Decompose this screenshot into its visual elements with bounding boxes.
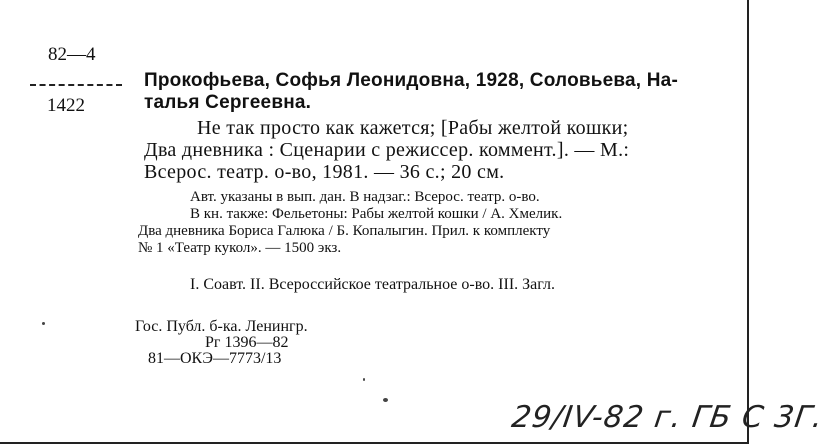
author-heading-line-1: Прокофьева, Софья Леонидовна, 1928, Соловьева, На- <box>144 70 678 91</box>
speck <box>42 322 45 325</box>
library-registration-number: Рг 1396—82 <box>205 334 289 351</box>
title-line-1: Не так просто как кажется; [Рабы желтой кошки; <box>197 117 629 139</box>
note-line-2: В кн. также: Фельетоны: Рабы желтой кошки / А. Хмелик. <box>190 206 563 222</box>
note-line-4: № 1 «Театр кукол». — 1500 экз. <box>138 240 342 256</box>
author-heading-line-2: талья Сергеевна. <box>144 92 312 113</box>
speck <box>383 398 388 402</box>
tracings-line: I. Соавт. II. Всероссийское театральное о-во. III. Загл. <box>190 276 556 293</box>
handwritten-note: 29/IV-82 г. ГБ С 3Г. <box>509 400 826 435</box>
imprint-line: Всерос. театр. о-во, 1981. — 36 с.; 20 см. <box>144 161 505 183</box>
speck <box>363 378 365 381</box>
inventory-number: 1422 <box>47 95 85 116</box>
classification-number: 82—4 <box>48 44 96 65</box>
note-line-3: Два дневника Бориса Галюка / Б. Копалыгин. Прил. к комплекту <box>138 223 551 239</box>
library-name: Гос. Публ. б-ка. Ленингр. <box>135 318 308 335</box>
note-line-1: Авт. указаны в вып. дан. В надзаг.: Всерос. театр. о-во. <box>190 189 540 205</box>
classification-divider <box>30 84 122 86</box>
library-order-number: 81—ОКЭ—7773/13 <box>148 350 282 367</box>
title-line-2: Два дневника : Сценарии с режиссер. коммент.]. — М.: <box>144 139 630 161</box>
